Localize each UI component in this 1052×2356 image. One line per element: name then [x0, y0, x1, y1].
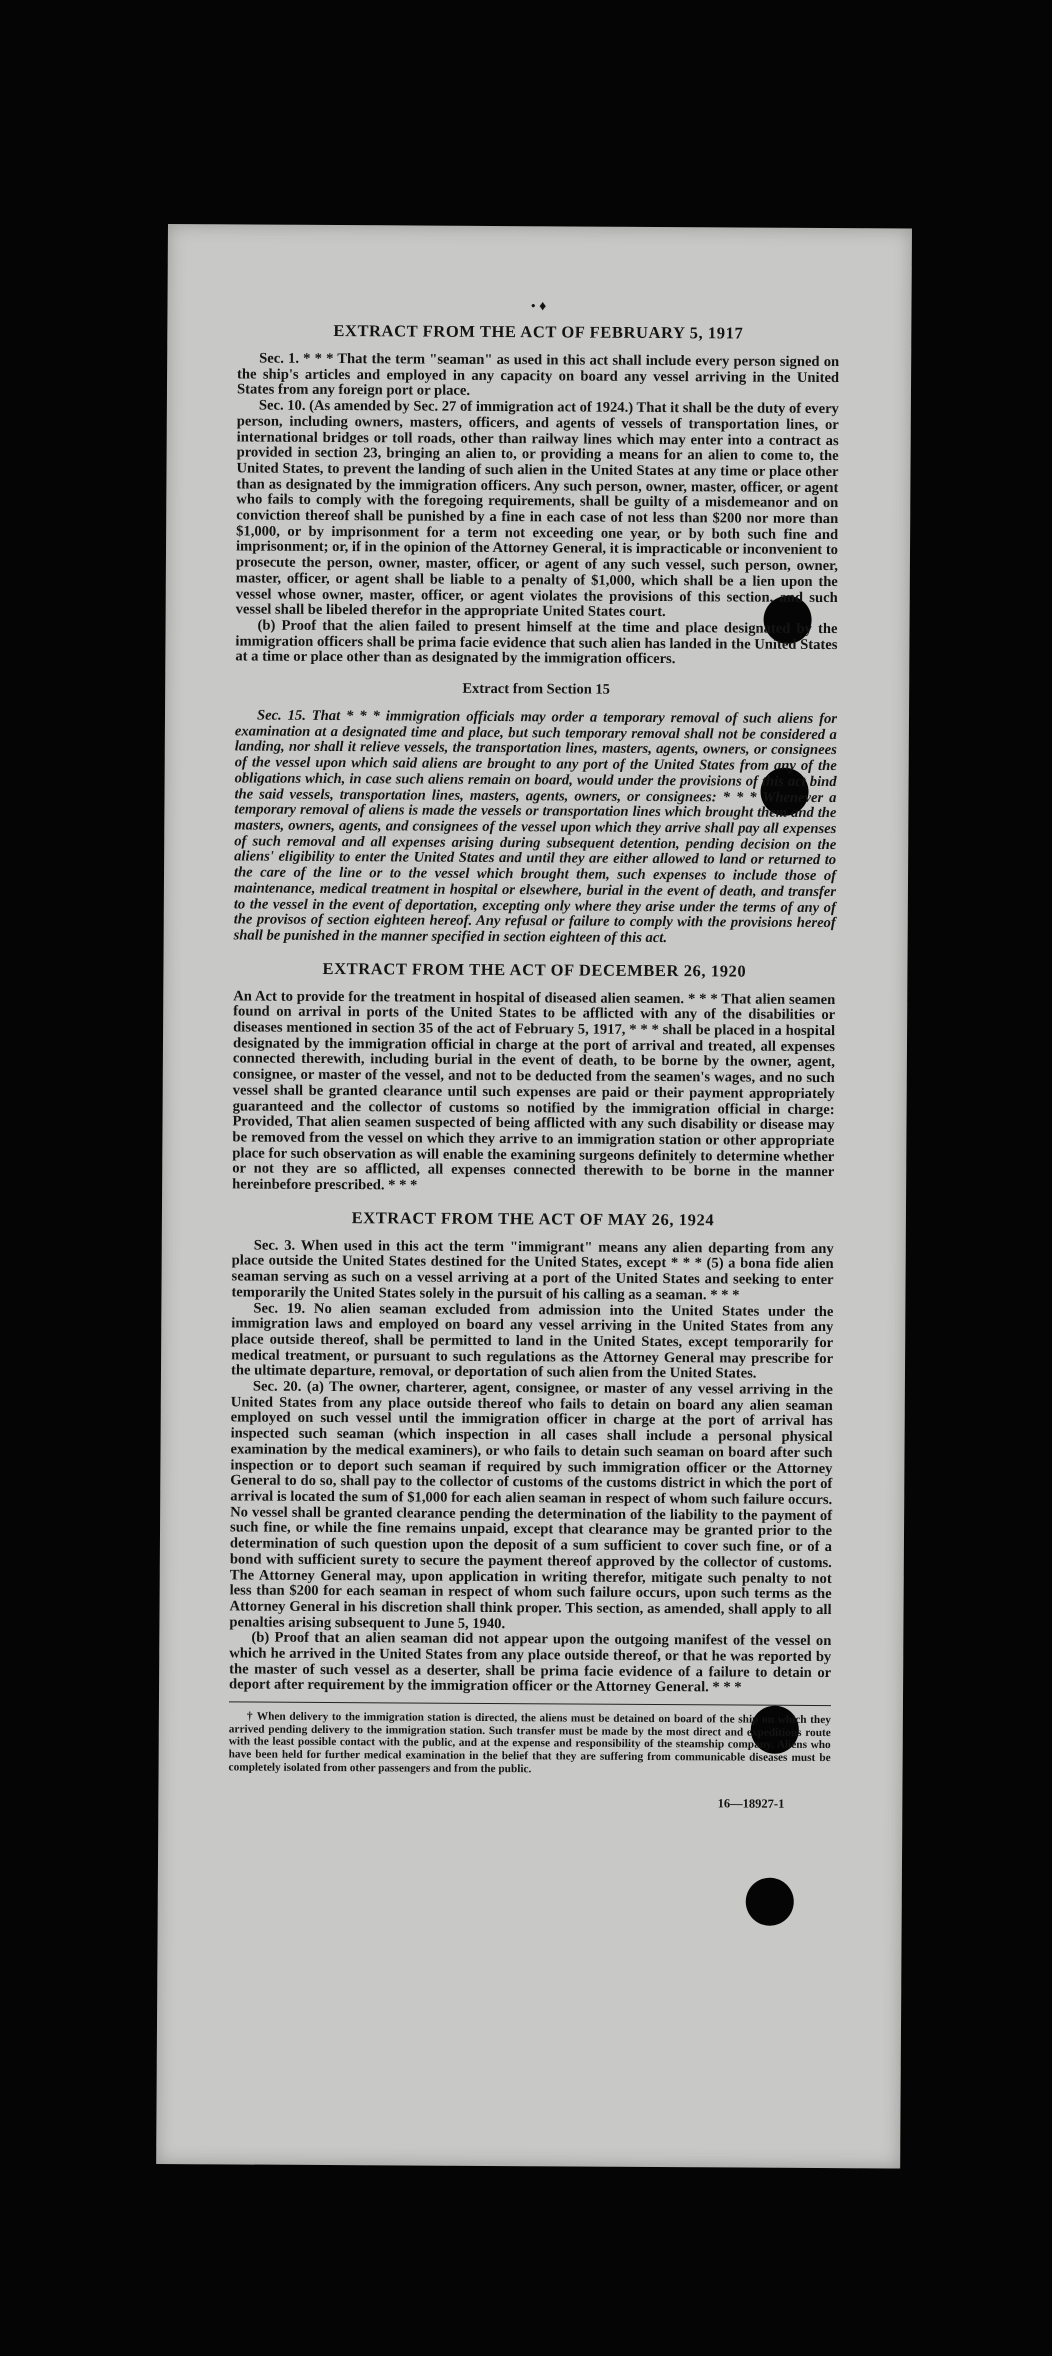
paragraph-sec-10-b: (b) Proof that the alien failed to present himself at the time and place designated by the immigration officers shall be prima facie evidence that such alien has landed in the United States at a time or place other than as designated by the immigration officers. [235, 617, 838, 668]
paragraph-sec-19: Sec. 19. No alien seaman excluded from admission into the United States under the immigration laws and employed on board any vessel arriving in the United States from any place outside thereof, shall be permitted to land in the United States, except temporarily for medical treatment, or pursuant to such regulations as the Attorney General may prescribe for the ultimate departure, removal, or deportation of such alien from the United States. [230, 1300, 834, 1382]
footnote: † When delivery to the immigration station is directed, the aliens must be detained on board of the ship on which they arrived pending delivery to the immigration station. Such transfer must be made by the most direct and expeditious route with the least possible contact with the public, and at the expense and responsibility of the steamship company. Aliens who have been held for further medical examination in the belief that they are suffering from communicable diseases must be completely isolated from other passengers and from the public. [228, 1710, 831, 1775]
paragraph-sec-15: Sec. 15. That * * * immigration officials may order a temporary removal of such aliens for examination at a designated time and place, but such temporary removal shall not be considered a landing, nor shall it relieve vessels, the transportation lines, masters, agents, owners, or consignees of the vessel upon which said aliens are brought to any port of the United States from any of the obligations which, in case such aliens remain on board, would under the provisions of this act bind the said vessels, transportation lines, masters, agents, owners, or consignees: * * * Whenever a temporary removal of aliens is made the vessels or transportation lines which brought them and the masters, owners, agents, and consignees of the vessel upon which they arrive shall pay all expenses of such removal and all expenses arising during subsequent detention, pending decision on the aliens' eligibility to enter the United States and until they are either allowed to land or returned to the care of the line or to the vessel which brought them, such expenses to include those of maintenance, medical treatment in hospital or elsewhere, burial in the event of death, and transfer to the vessel in the event of deportation, excepting only where they arise under the terms of any of the provisos of section eighteen hereof. Any refusal or failure to comply with the provisions hereof shall be punished in the manner specified in section eighteen of this act. [233, 707, 838, 946]
heading-act-1920: EXTRACT FROM THE ACT OF DECEMBER 26, 1920 [322, 958, 747, 981]
paragraph-sec-20-b: (b) Proof that an alien seaman did not appear upon the outgoing manifest of the vessel on which he arrived in the United States from any place outside thereof, or that he was reported by the master of such vessel as a deserter, shall be prima facie evidence of a failure to detain or deport after requirement by the immigration officer or the Attorney General. * * * [229, 1629, 832, 1696]
paragraph-sec-10: Sec. 10. (As amended by Sec. 27 of immigration act of 1924.) That it shall be the duty of every person, including owners, masters, officers, and agents of vessels of transportation lines, or international bridges or toll roads, other than railway lines which may enter into a contract as provided in section 23, bringing an alien to, or providing a means for an alien to come to, the United States, to prevent the landing of such alien in the United States at any time or place other than as designated by the immigration officers. Any such person, owner, master, officer, or agent who fails to comply with the foregoing requirements, shall be guilty of a misdemeanor and on conviction thereof shall be punished by a fine in each case of not less than $200 nor more than $1,000, or by imprisonment for a term not exceeding one year, or by both such fine and imprisonment; or, if in the opinion of the Attorney General, it is impracticable or inconvenient to prosecute the person, owner, master, officer, or agent of any such vessel, such person, owner, master, officer, or agent shall be liable to a penalty of $1,000, which shall be a lien upon the vessel whose owner, master, officer, or agent violates the provisions of this section, and such vessel shall be libeled therefor in the appropriate United States court. [235, 397, 839, 621]
heading-section-15: Extract from Section 15 [462, 680, 610, 698]
form-number: 16—18927-1 [717, 1796, 785, 1811]
document-body [156, 224, 912, 2169]
printer-marks: • ♦ [530, 299, 547, 315]
heading-act-1924: EXTRACT FROM THE ACT OF MAY 26, 1924 [351, 1207, 715, 1230]
heading-act-1917: EXTRACT FROM THE ACT OF FEBRUARY 5, 1917 [333, 321, 744, 343]
paragraph-sec-1: Sec. 1. * * * That the term "seaman" as used in this act shall include every person signed on the ship's articles and employed in any capacity on board any vessel arriving in the United States from any foreign port or place. [236, 350, 840, 400]
paragraph-act-1920: An Act to provide for the treatment in hospital of diseased alien seamen. * * * That alien seamen found on arrival in ports of the United States to be afflicted with any of the disabilities or diseases mentioned in section 35 of the act of February 5, 1917, * * * shall be placed in a hospital designated by the immigration official in charge at the port of arrival and treated, all expenses connected therewith, including burial in the event of death, to be borne by the owner, agent, consignee, or master of the vessel, and not to be deducted from the seamen's wages, and no such vessel shall be granted clearance until such expenses are paid or their payment appropriately guaranteed and the collector of customs so notified by the immigration official in charge: Provided, That alien seamen suspected of being afflicted with any such disability or disease may be removed from the vessel on which they arrive to an immigration station or other appropriate place for such observation as will enable the examining surgeons definitely to determine whether or not they are so afflicted, all expenses connected therewith to be borne in the manner hereinbefore prescribed. * * * [232, 988, 836, 1194]
document-page [156, 224, 912, 2169]
paragraph-sec-3: Sec. 3. When used in this act the term "immigrant" means any alien departing from any place outside the United States destined for the United States, except * * * (5) a bona fide alien seaman serving as such on a vessel arriving at a port of the United States and seeking to enter temporarily the United States solely in the pursuit of his calling as a seaman. * * * [231, 1237, 834, 1304]
paragraph-sec-20-a: Sec. 20. (a) The owner, charterer, agent, consignee, or master of any vessel arriving in the United States from any place outside thereof who fails to detain on board any alien seaman employed on such vessel until the immigration officer in charge at the port of arrival has inspected such seaman (which inspection in all cases shall include a personal physical examination by the medical examiners), or who fails to detain such seaman on board after such inspection or to deport such seaman if required by such immigration officer or the Attorney General to do so, shall pay to the collector of customs of the customs district in which the port of arrival is located the sum of $1,000 for each alien seaman in respect of whom such failure occurs. No vessel shall be granted clearance pending the determination of the liability to the payment of such fine, or while the fine remains unpaid, except that clearance may be granted prior to the determination of such question upon the deposit of a sum sufficient to cover such fine, or of a bond with sufficient surety to secure the payment thereof approved by the collector of customs. The Attorney General may, upon application in writing therefor, mitigate such penalty to not less than $200 for each seaman in respect of whom such failure occurs, upon such terms as the Attorney General in his discretion shall think proper. This section, as amended, shall apply to all penalties arising subsequent to June 5, 1940. [229, 1378, 833, 1632]
footnote-divider [229, 1702, 831, 1707]
